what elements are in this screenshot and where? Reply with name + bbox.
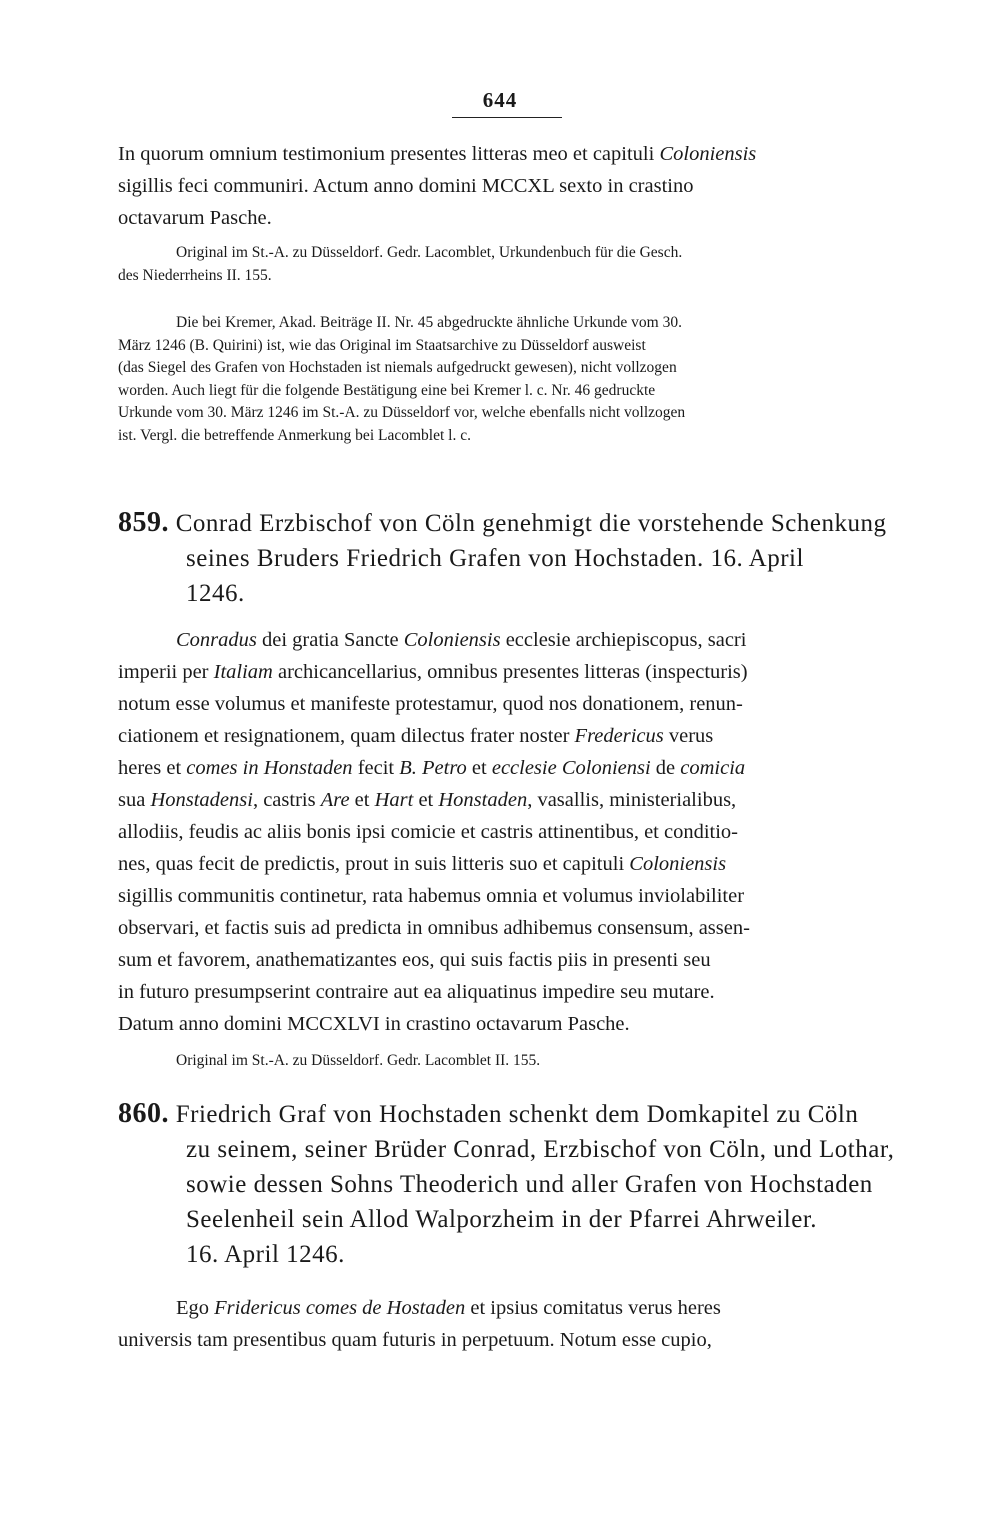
doc-860-heading xyxy=(118,1096,904,1272)
opening-line: sigillis feci communiri. Actum anno domini MCCXL sexto in crastino xyxy=(118,175,694,197)
doc-860-body: Ego Fridericus comes de Hostaden et ipsius comitatus verus heres universis tam presentibus quam futuris in perpetuum. Notum esse cupio, xyxy=(118,1297,721,1351)
heading-line: 1246. xyxy=(186,580,245,607)
doc-859-source-note: Original im St.-A. zu Düsseldorf. Gedr. Lacomblet II. 155. xyxy=(176,1052,541,1069)
heading-line: seines Bruders Friedrich Grafen von Hochstaden. 16. April xyxy=(186,545,804,572)
heading-line: 16. April 1246. xyxy=(186,1241,345,1268)
heading-line: sowie dessen Sohns Theoderich und aller Grafen von Hochstaden xyxy=(186,1171,873,1198)
doc-859-heading xyxy=(118,505,904,611)
note-line: ist. Vergl. die betreffende Anmerkung bei Lacomblet l. c. xyxy=(118,426,471,444)
heading-line: Friedrich Graf von Hochstaden schenkt dem Domkapitel zu Cöln xyxy=(175,1101,859,1128)
heading-line: zu seinem, seiner Brüder Conrad, Erzbischof von Cöln, und Lothar, xyxy=(186,1136,895,1163)
doc-859-body: Conradus dei gratia Sancte Coloniensis ecclesie archiepiscopus, sacri imperii per Italiam archicancellarius, omnibus presentes litteras (inspecturis) notum esse volumus et manifeste protestamur, quod nos donationem, renun- ciationem et resignationem, quam dilectus frater noster Fredericus verus heres et comes in Honstaden fecit B. Petro et ecclesie Coloniensi de comicia sua Honstadensi, castris Are et Hart et Honstaden, vasallis, ministerialibus, allodiis, feudis ac aliis bonis ipsi comicie et castris attinentibus, et conditio- nes, quas fecit de predictis, prout in suis litteris suo et capituli Coloniensis sigillis communitis continetur, rata habemus omnia et volumus inviolabiliter observari, et factis suis ad predicta in omnibus adhibemus consensum, assen- sum et favorem, anathematizantes eos, qui suis factis piis in presenti seu in futuro presumpserint contraire aut ea aliquatinus impedire seu mutare. Datum anno domini MCCXLVI in crastino octavarum Pasche. xyxy=(118,629,750,1035)
opening-paragraph xyxy=(118,138,904,234)
opening-italic: Coloniensis xyxy=(659,143,757,165)
source-note-1 xyxy=(118,242,904,287)
note-line: (das Siegel des Grafen von Hochstaden ist niemals aufgedruckt gewesen), nicht vollzogen xyxy=(118,359,677,376)
opening-line: octavarum Pasche. xyxy=(118,207,272,229)
source-note-2 xyxy=(118,312,904,447)
page-number-rule xyxy=(452,117,562,118)
doc-860-number: 860. xyxy=(118,1098,169,1129)
note-line: Original im St.-A. zu Düsseldorf. Gedr. Lacomblet, Urkundenbuch für die Gesch. xyxy=(176,244,683,261)
note-line: März 1246 (B. Quirini) ist, wie das Original im Staatsarchive zu Düsseldorf ausweist xyxy=(118,336,646,354)
page-number: 644 xyxy=(482,88,518,112)
heading-line: Conrad Erzbischof von Cöln genehmigt die vorstehende Schenkung xyxy=(175,510,887,537)
heading-line: Seelenheil sein Allod Walporzheim in der Pfarrei Ahrweiler. xyxy=(186,1206,818,1233)
note-line: worden. Auch liegt für die folgende Bestätigung eine bei Kremer l. c. Nr. 46 gedruckte xyxy=(118,381,656,399)
note-line: Die bei Kremer, Akad. Beiträge II. Nr. 45 abgedruckte ähnliche Urkunde vom 30. xyxy=(176,314,682,331)
note-line: Urkunde vom 30. März 1246 im St.-A. zu Düsseldorf vor, welche ebenfalls nicht vollzogen xyxy=(118,404,686,421)
doc-859-number: 859. xyxy=(118,507,169,538)
note-line: des Niederrheins II. 155. xyxy=(118,266,272,284)
opening-line: In quorum omnium testimonium presentes litteras meo et capituli xyxy=(118,143,660,165)
